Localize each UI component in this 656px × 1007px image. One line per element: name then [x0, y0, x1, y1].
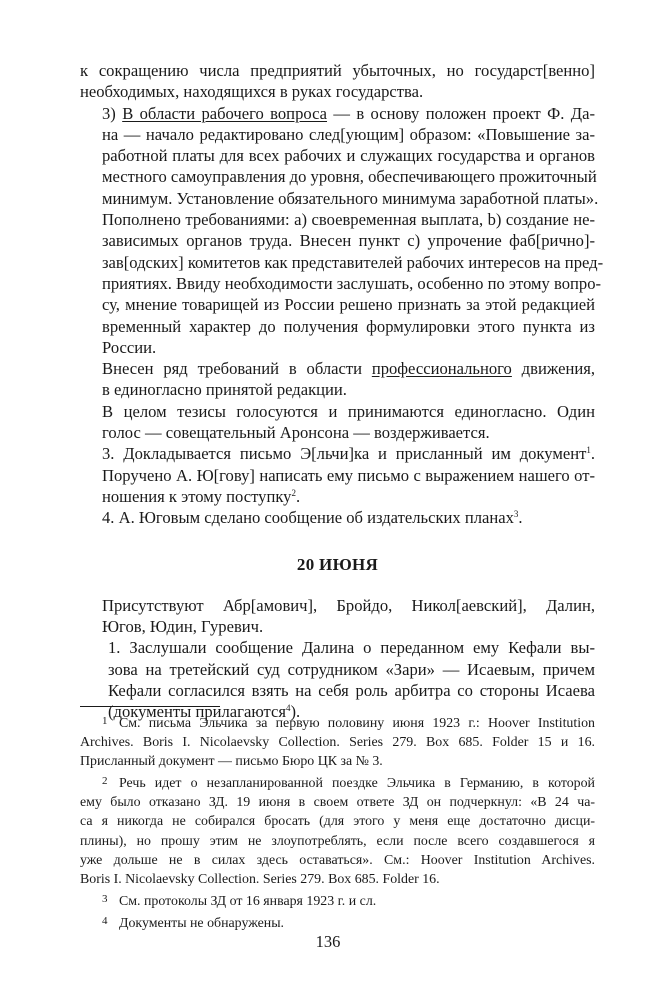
text-line: зова на третейский суд сотрудником «Зари» — Исаевым, причем — [108, 659, 595, 679]
text-line: Югов, Юдин, Гуревич. — [102, 617, 264, 637]
text-line: 1 См. письма Эльчика за первую половину июня 1923 г.: Hoover Institution — [102, 715, 595, 731]
text-line: местного самоуправления до уровня, обеспечивающего прожиточный — [102, 167, 597, 187]
paragraph-professional-movement — [80, 358, 595, 401]
text-line: к сокращению числа предприятий убыточных, но государст[венно] — [80, 61, 595, 80]
paragraph-publishing — [80, 507, 595, 528]
text-line: 3) В области рабочего вопроса — в основу положен проект Ф. Да- — [102, 103, 595, 123]
text-line: су, мнение товарищей из России решено признать за этой редакцией — [102, 295, 595, 315]
footnote-ref[interactable]: 1 — [586, 445, 591, 456]
text-line: России. — [102, 337, 157, 357]
paragraph-theses-vote — [80, 401, 595, 444]
footnote-1 — [80, 714, 595, 771]
text-line: временный характер до получения формулировки этого пункта из — [102, 316, 595, 336]
text-line: (документы прилагаются$^4$). — [108, 702, 301, 722]
section-heading: 20 ИЮНЯ — [296, 554, 379, 574]
text-line: ему было отказано ЗД. 19 июня в своем ответе ЗД он подчеркнул: «В 24 ча- — [80, 795, 595, 811]
text-line: на — начало редактировано след[ующим] образом: «Повышение за- — [102, 124, 595, 144]
text-line: Поручено А. Ю[гову] написать ему письмо с выражением нашего от- — [102, 465, 595, 485]
text-line: Присланный документ — письмо Бюро ЦК за № 3. — [80, 754, 383, 770]
text-line: уже дольше не в силах здесь оставаться». См.: Hoover Institution Archives. — [80, 852, 595, 868]
text-line: Пополнено требованиями: а) своевременная выплата, b) создание не- — [102, 210, 595, 230]
underlined-phrase: В области рабочего вопроса — [122, 103, 328, 123]
text-line: плины), но прошу этим не злоупотреблять, если после всего создавшегося я — [80, 833, 595, 849]
footnote-separator — [80, 706, 220, 707]
text-line: 3 См. протоколы ЗД от 16 января 1923 г. и сл. — [102, 892, 377, 909]
text-line: Archives. Boris I. Nicolaevsky Collection. Series 279. Box 685. Folder 15 и 16. — [80, 735, 595, 751]
page-number: 136 — [315, 932, 341, 951]
text-line: зав[одских] комитетов как представителей рабочих интересов на пред- — [102, 252, 604, 272]
text-line: 2 Речь идет о незапланированной поездке Эльчика в Германию, в которой — [102, 775, 595, 792]
text-line: приятиях. Ввиду необходимости заслушать, особенно по этому вопро- — [102, 273, 602, 293]
footnote-ref[interactable]: 4 — [285, 703, 291, 714]
footnote-2 — [80, 774, 595, 889]
footnote-3 — [80, 892, 595, 911]
text-line: Внесен ряд требований в области профессионального движения, — [102, 359, 595, 379]
paragraph-attendees — [80, 595, 595, 638]
text-line: ношения к этому поступку$^2$. — [102, 486, 301, 506]
text-line: необходимых, находящихся в руках государства. — [80, 82, 424, 102]
text-line: 4. А. Юговым сделано сообщение об издательских планах$^3$. — [102, 508, 523, 528]
footnote-ref[interactable]: 3 — [513, 509, 519, 520]
text-line: 3. Докладывается письмо Э[льчи]ка и присланный им документ$^1$. — [102, 444, 595, 464]
footnote-4 — [80, 914, 595, 933]
text-line: 4 Документы не обнаружены. — [102, 914, 285, 931]
text-line: 1. Заслушали сообщение Далина о переданном ему Кефали вы- — [108, 638, 595, 658]
paragraph-arbitration — [80, 637, 595, 722]
text-line: са я никогда не собирался бросать (для этого у меня еще достаточно дисци- — [80, 814, 595, 830]
paragraph-letter — [80, 443, 595, 507]
text-line: зависимых органов труда. Внесен пункт с) упрочение фаб[рично]- — [102, 231, 595, 251]
main-text — [80, 60, 604, 723]
text-line: голос — совещательный Аронсона — воздерживается. — [102, 423, 490, 443]
text-line: Присутствуют Абр[амович], Бройдо, Никол[аевский], Далин, — [102, 595, 595, 615]
text-line: Boris I. Nicolaevsky Collection. Series 279. Box 685. Folder 16. — [80, 871, 440, 887]
text-line: Кефали согласился взять на себя роль арбитра со стороны Исаева — [108, 681, 595, 701]
paragraph-labor-question — [80, 103, 604, 359]
paragraph-1 — [80, 60, 595, 103]
text-line: В целом тезисы голосуются и принимаются единогласно. Один — [102, 401, 595, 421]
underlined-phrase: профессионального — [371, 359, 512, 379]
footnote-ref[interactable]: 2 — [291, 487, 296, 498]
text-line: минимум. Установление обязательного минимума заработной платы». — [102, 188, 599, 208]
text-line: в единогласно принятой редакции. — [102, 380, 347, 400]
text-line: работной платы для всех рабочих и служащих государства и органов — [102, 146, 595, 166]
footnotes — [80, 714, 595, 933]
